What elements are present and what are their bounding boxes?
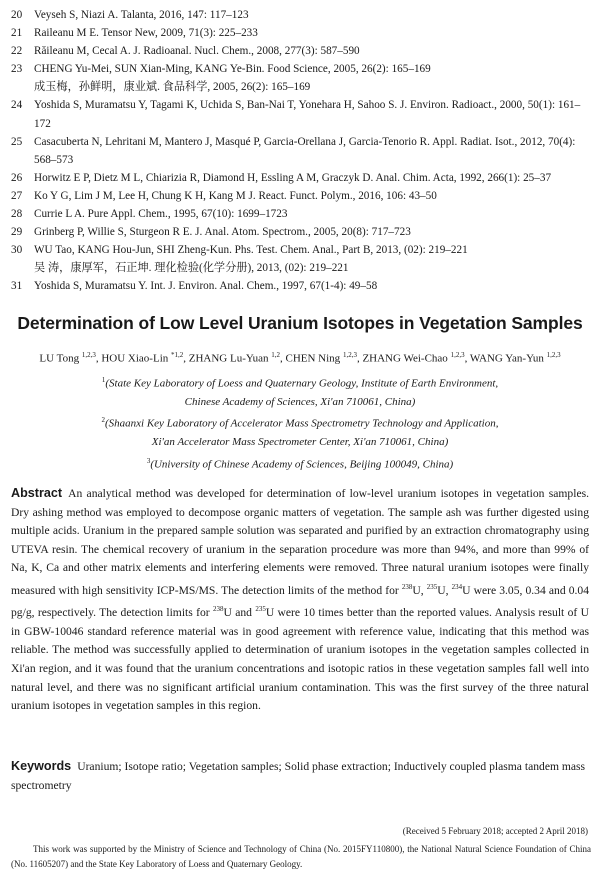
reference-text: Casacuberta N, Lehritani M, Mantero J, Masqué P, Garcia-Orellana J, Garcia-Tenorio R. Appl. Radiat. Isot., 2012, 70(4): 568–573 <box>34 135 576 166</box>
author-name: ZHANG Wei-Chao <box>362 352 448 365</box>
reference-text: WU Tao, KANG Hou-Jun, SHI Zheng-Kun. Phs. Test. Chem. Anal., Part B, 2013, (02): 219–221 <box>34 244 468 257</box>
author-list: LU Tong $^{1,2,3}$, HOU Xiao-Lin $^{*1,2}$, ZHANG Lu-Yuan $^{1,2}$, CHEN Ning $^{1,2,3}$, ZHANG Wei-Chao $^{1,2,3}$, WANG Yan-Yun $^{1,2,3}$ <box>39 351 561 365</box>
reference-number: 25 <box>11 135 23 148</box>
reference-number: 26 <box>11 171 23 184</box>
reference-text: CHENG Yu-Mei, SUN Xian-Ming, KANG Ye-Bin. Food Science, 2005, 26(2): 165–169 <box>34 63 431 76</box>
reference-number: 22 <box>11 45 23 58</box>
affiliation-line: $^1$(State Key Laboratory of Loess and Quaternary Geology, Institute of Earth Environment, <box>101 376 499 390</box>
reference-text-chinese: 成玉梅，孙鲜明，康业斌. 食品科学, 2005, 26(2): 165–169 <box>34 81 311 94</box>
reference-text: Grinberg P, Willie S, Sturgeon R E. J. Anal. Atom. Spectrom., 2005, 20(8): 717–723 <box>34 226 411 239</box>
reference-item <box>11 24 591 42</box>
abstract: Abstract An analytical method was developed for determination of low-level uranium isotopes in vegetation samples. Dry ashing method was employed to decompose organic matters of vegetation. The sample ash was further digested using multiple acids. Uranium in the prepared sample solution was separated and purified by an extraction chromatography using UTEVA resin. The chemical recovery of uranium in the separation procedure was more than 94%, and more than 99% of Na, K, Ca and other matrix elements and interfering elements were removed. Three natural uranium isotopes were finally measured with high sensitivity ICP-MS/MS. The detection limits of the method for $^{238}$U, $^{235}$U, $^{234}$U were 3.05, 0.34 and 0.04 pg/g, respectively. The detection limits for $^{238}$U and $^{235}$U were 10 times better than the reported values. Analysis result of U in GBW-10046 standard reference material was in good agreement with reference value, indicating that this method was reliable. The method was successfully applied to determination of uranium isotopes in the vegetation samples collected in Xi'an region, and it was found that the uranium concentrations and isotopic ratios in these vegetation samples fall well into natural level, and there was no significant artificial uranium contamination. This was the first survey of the three natural uranium isotopes in vegetation samples in this region. <box>11 486 590 713</box>
author-affiliation-mark: 1,2,3 <box>342 351 357 359</box>
reference-number: 30 <box>11 244 23 257</box>
reference-item <box>11 277 591 295</box>
abstract-text-1: An analytical method was developed for determination of low-level uranium isotopes in vegetation samples. Dry ashing method was employed to decompose organic matters of vegetation. The sample ash was further digested using multiple acids. Uranium in the prepared sample solution was separated and purified by an extraction chromatography using UTEVA resin. The chemical recovery of uranium in the separation procedure was more than 94%, and more than 99% of Na, K, Ca and other matrix elements and interfering elements were removed. Three natural uranium isotopes were finally measured with high sensitivity ICP-MS/MS. The detection limits of the method for <box>11 487 589 597</box>
reference-number: 28 <box>11 208 23 221</box>
reference-item <box>11 187 591 205</box>
reference-number: 24 <box>11 99 23 112</box>
reference-text: Răileanu M, Cecal A. J. Radioanal. Nucl. Chem., 2008, 277(3): 587–590 <box>34 45 360 58</box>
author-name: CHEN Ning <box>285 352 341 365</box>
reference-item <box>11 60 591 96</box>
reference-number: 31 <box>11 280 23 293</box>
reference-item <box>11 169 591 187</box>
author-name: LU Tong <box>39 352 80 365</box>
reference-item <box>11 6 591 24</box>
abstract-text-3: were 10 times better than the reported values. Analysis result of U in GBW-10046 standard reference material was in good agreement with reference value, indicating that this method was reliable. The method was successfully applied to determination of uranium isotopes in the vegetation samples collected in Xi'an region, and it was found that the uranium concentrations and isotopic ratios in these vegetation samples fall well into natural level, and there was no significant artificial uranium contamination. This was the first survey of the three natural uranium isotopes in vegetation samples in this region. <box>11 606 589 713</box>
reference-list <box>11 6 591 296</box>
abstract-text-2: were 3.05, 0.34 and 0.04 pg/g, respectively. The detection limits for <box>11 583 590 620</box>
reference-item <box>11 241 591 277</box>
keywords <box>11 757 589 795</box>
reference-text: Raileanu M E. Tensor New, 2009, 71(3): 225–233 <box>34 27 258 40</box>
reference-text: Currie L A. Pure Appl. Chem., 1995, 67(10): 1699–1723 <box>34 208 288 221</box>
reference-number: 20 <box>11 9 23 21</box>
keywords-label: Keywords <box>11 759 72 773</box>
affiliation-list <box>0 371 600 473</box>
keywords-text: Uranium; Isotope ratio; Vegetation samples; Solid phase extraction; Inductively coupled plasma tandem mass spectrometry <box>11 760 586 792</box>
affiliation-line: Xi'an Accelerator Mass Spectrometer Center, Xi'an 710061, China) <box>151 436 449 449</box>
affiliation-line: $^3$(University of Chinese Academy of Sciences, Beijing 100049, China) <box>146 456 454 471</box>
reference-item <box>11 42 591 60</box>
reference-text: Horwitz E P, Dietz M L, Chiarizia R, Diamond H, Essling A M, Graczyk D. Anal. Chim. Acta, 1992, 266(1): 25–37 <box>34 171 552 184</box>
affiliation-number: 3 <box>146 456 151 465</box>
funding-note: This work was supported by the Ministry of Science and Technology of China (No. 2015FY110800), the National Natural Science Foundation of China (No. 11605207) and the State Key Laboratory of Loess and Quaternary Geology. <box>11 844 591 869</box>
reference-number: 29 <box>11 226 23 239</box>
author-affiliation-mark: 1,2,3 <box>81 351 96 359</box>
reference-number: 27 <box>11 189 23 202</box>
received-date: (Received 5 February 2018; accepted 2 April 2018) <box>402 826 588 836</box>
reference-text: Veyseh S, Niazi A. Talanta, 2016, 147: 117–123 <box>34 9 249 21</box>
reference-item <box>11 205 591 223</box>
author-name: WANG Yan-Yun <box>469 352 544 365</box>
reference-text-chinese: 吴 涛，康厚军，石正坤. 理化检验(化学分册), 2013, (02): 219–221 <box>34 262 349 275</box>
paper-title: Determination of Low Level Uranium Isotopes in Vegetation Samples <box>17 313 583 333</box>
reference-number: 23 <box>11 63 23 76</box>
reference-number: 21 <box>11 27 23 40</box>
reference-text: Ko Y G, Lim J M, Lee H, Chung K H, Kang M J. React. Funct. Polym., 2016, 106: 43–50 <box>34 189 437 202</box>
author-affiliation-mark: *1,2 <box>171 351 184 359</box>
reference-item <box>11 133 591 169</box>
author-affiliation-mark: 1,2 <box>271 351 280 359</box>
affiliation-number: 2 <box>101 416 105 425</box>
affiliation-line: $^2$(Shaanxi Key Laboratory of Accelerator Mass Spectrometry Technology and Application, <box>101 416 499 430</box>
reference-item <box>11 223 591 241</box>
reference-item <box>11 96 591 132</box>
abstract-label: Abstract <box>11 486 63 500</box>
reference-text: Yoshida S, Muramatsu Y. Int. J. Environ. Anal. Chem., 1997, 67(1-4): 49–58 <box>34 280 378 293</box>
affiliation-line: Chinese Academy of Sciences, Xi'an 710061, China) <box>184 395 416 408</box>
author-name: HOU Xiao-Lin <box>101 352 169 365</box>
affiliation-number: 1 <box>101 376 106 384</box>
author-affiliation-mark: 1,2,3 <box>450 351 465 359</box>
author-affiliation-mark: 1,2,3 <box>546 351 561 359</box>
reference-text: Yoshida S, Muramatsu Y, Tagami K, Uchida S, Ban-Nai T, Yonehara H, Sahoo S. J. Environ. Radioact., 2000, 50(1): 161–172 <box>34 99 581 130</box>
author-name: ZHANG Lu-Yuan <box>188 352 269 365</box>
